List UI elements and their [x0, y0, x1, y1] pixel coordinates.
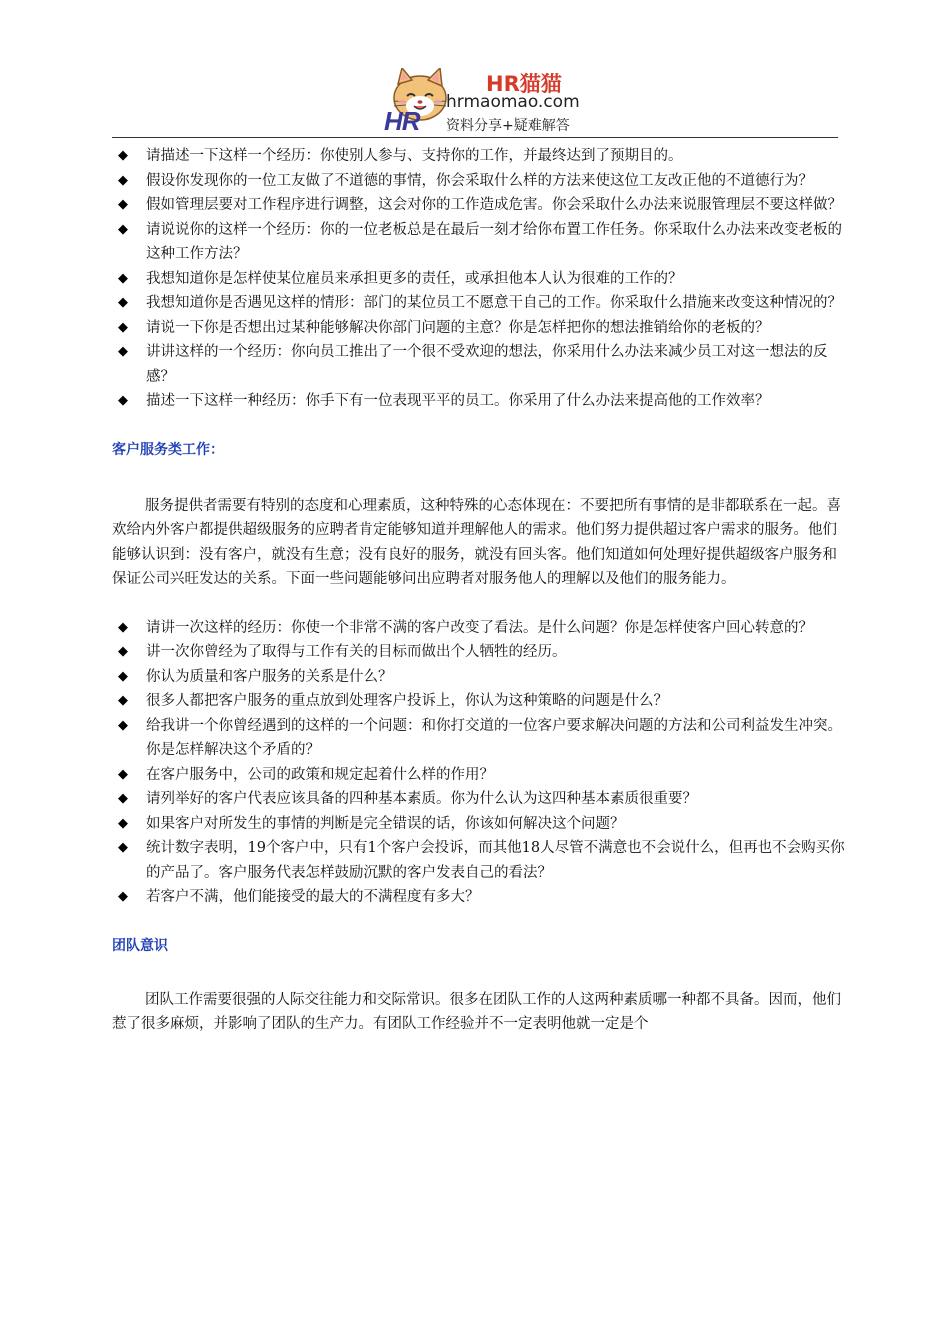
list-item: ◆ 如果客户对所发生的事情的判断是完全错误的话，你该如何解决这个问题？ — [112, 812, 850, 837]
list-item: ◆ 请说说你的这样一个经历：你的一位老板总是在最后一刻才给你布置工作任务。你采取什么办法来改变老板的这种工作方法？ — [112, 218, 850, 267]
list-item: ◆ 你认为质量和客户服务的关系是什么？ — [112, 665, 850, 690]
diamond-bullet-icon: ◆ — [118, 319, 128, 335]
document-body — [112, 144, 850, 1037]
section-paragraph: 团队工作需要很强的人际交往能力和交际常识。很多在团队工作的人这两种素质哪一种都不具备。因而，他们惹了很多麻烦，并影响了团队的生产力。有团队工作经验并不一定表明他就一定是个 — [112, 991, 841, 1032]
list-item: ◆ 若客户不满，他们能接受的最大的不满程度有多大？ — [112, 885, 850, 910]
diamond-bullet-icon: ◆ — [118, 889, 128, 904]
list-item: ◆ 请描述一下这样一个经历：你使别人参与、支持你的工作，并最终达到了预期目的。 — [112, 144, 850, 169]
list-item: ◆ 请列举好的客户代表应该具备的四种基本素质。你为什么认为这四种基本素质很重要？ — [112, 787, 850, 812]
diamond-bullet-icon: ◆ — [118, 148, 128, 163]
list-item: ◆ 讲讲这样的一个经历：你向员工推出了一个很不受欢迎的想法，你采用什么办法来减少员工对这一想法的反感？ — [112, 340, 850, 389]
diamond-bullet-icon: ◆ — [118, 295, 128, 310]
diamond-bullet-icon: ◆ — [118, 840, 128, 855]
list-item: ◆ 假如管理层要对工作程序进行调整，这会对你的工作造成危害。你会采取什么办法来说服管理层不要这样做？ — [112, 193, 850, 218]
list-item: ◆ 在客户服务中，公司的政策和规定起着什么样的作用？ — [112, 763, 850, 788]
diamond-bullet-icon: ◆ — [118, 644, 128, 659]
diamond-bullet-icon: ◆ — [118, 197, 128, 212]
list-item: ◆ 描述一下这样一种经历：你手下有一位表现平平的员工。你采用了什么办法来提高他的工作效率？ — [112, 389, 850, 414]
diamond-bullet-icon: ◆ — [118, 766, 128, 782]
list-item: ◆ 我想知道你是否遇见这样的情形：部门的某位员工不愿意干自己的工作。你采取什么措施来改变这种情况的？ — [112, 291, 850, 316]
list-item: ◆ 请讲一次这样的经历：你使一个非常不满的客户改变了看法。是什么问题？你是怎样使客户回心转意的？ — [112, 616, 850, 641]
diamond-bullet-icon: ◆ — [118, 815, 128, 831]
page-header — [112, 62, 838, 138]
diamond-bullet-icon: ◆ — [118, 393, 128, 408]
header-divider — [112, 137, 838, 138]
list-item: ◆ 讲一次你曾经为了取得与工作有关的目标而做出个人牺牲的经历。 — [112, 640, 850, 665]
brand-title: HR猫猫 — [486, 72, 562, 96]
hr-logo-mark: HR — [384, 106, 420, 136]
diamond-bullet-icon: ◆ — [118, 668, 128, 684]
diamond-bullet-icon: ◆ — [118, 172, 128, 188]
list-item: ◆ 假设你发现你的一位工友做了不道德的事情，你会采取什么样的方法来使这位工友改正他的不道德行为？ — [112, 169, 850, 194]
question-list-customer-service — [112, 616, 850, 910]
diamond-bullet-icon: ◆ — [118, 717, 128, 733]
diamond-bullet-icon: ◆ — [118, 221, 128, 237]
section-paragraph: 服务提供者需要有特别的态度和心理素质，这种特殊的心态体现在：不要把所有事情的是非都联系在一起。喜欢给内外客户都提供超级服务的应聘者肯定能够知道并理解他人的需求。他们努力提供超过客户需求的服务。他们能够认识到：没有客户，就没有生意；没有良好的服务，就没有回头客。他们知道如何处理好提供超级客户服务和保证公司兴旺发达的关系。下面一些问题能够问出应聘者对服务他人的理解以及他们的服务能力。 — [112, 497, 841, 587]
brand-tagline: 资料分享+疑难解答 — [446, 118, 570, 134]
diamond-bullet-icon: ◆ — [118, 619, 128, 635]
diamond-bullet-icon: ◆ — [118, 791, 128, 806]
question-list-management — [112, 144, 850, 414]
diamond-bullet-icon: ◆ — [118, 693, 128, 708]
list-item: ◆ 我想知道你是怎样使某位雇员来承担更多的责任，或承担他本人认为很难的工作的？ — [112, 267, 850, 292]
section-heading-teamwork: 团队意识 — [112, 937, 168, 954]
list-item: ◆ 统计数字表明，19个客户中，只有1个客户会投诉，而其他18人尽管不满意也不会说什么，但再也不会购买你的产品了。客户服务代表怎样鼓励沉默的客户发表自己的看法？ — [112, 836, 850, 885]
diamond-bullet-icon: ◆ — [118, 270, 128, 286]
brand-url[interactable]: hrmaomao.com — [446, 92, 580, 112]
diamond-bullet-icon: ◆ — [118, 344, 128, 359]
section-heading-customer-service: 客户服务类工作： — [112, 441, 224, 458]
list-item: ◆ 给我讲一个你曾经遇到的这样的一个问题：和你打交道的一位客户要求解决问题的方法和公司利益发生冲突。你是怎样解决这个矛盾的？ — [112, 714, 850, 763]
list-item: ◆ 请说一下你是否想出过某种能够解决你部门问题的主意？你是怎样把你的想法推销给你的老板的？ — [112, 316, 850, 341]
list-item: ◆ 很多人都把客户服务的重点放到处理客户投诉上，你认为这种策略的问题是什么？ — [112, 689, 850, 714]
